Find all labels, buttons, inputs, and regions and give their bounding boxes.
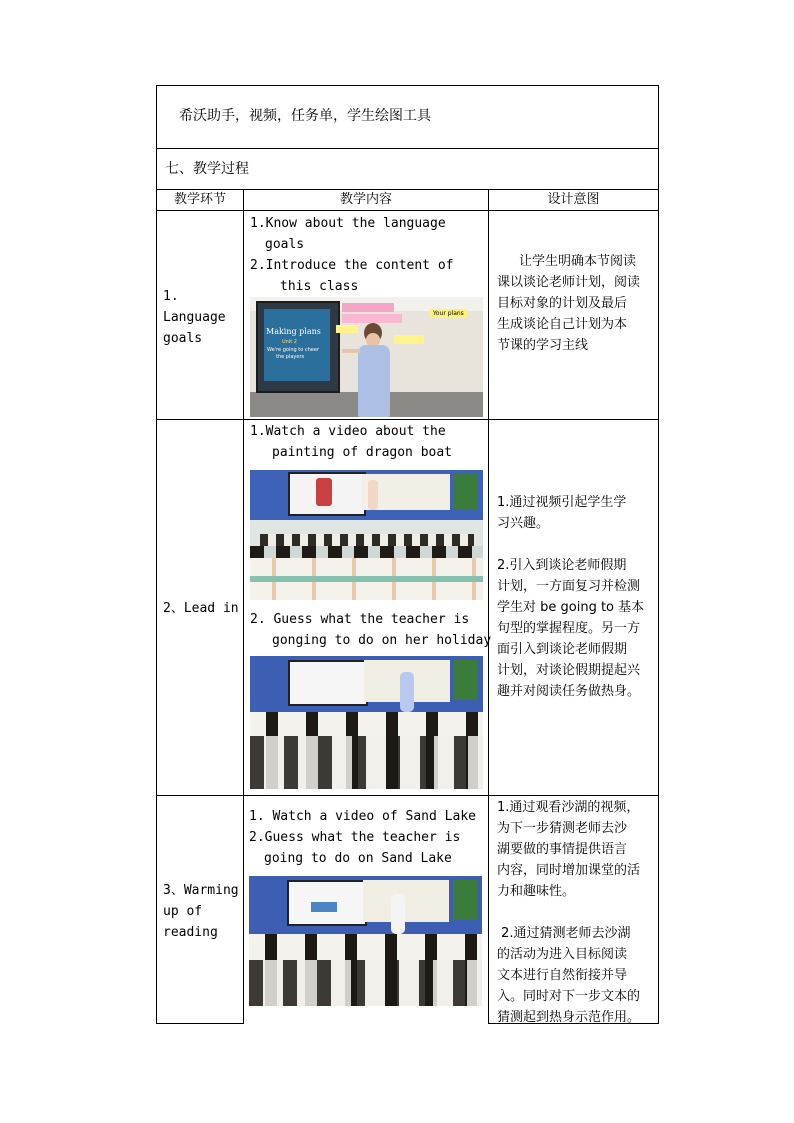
slide-subtitle-2: the players	[276, 354, 305, 360]
row1-intent-line1: 让学生明确本节阅读	[519, 254, 637, 269]
row3-intent-line10: 入。同时对下一步文本的	[497, 989, 641, 1004]
row1-stage-line3: goals	[163, 331, 203, 346]
row2-intent-line9: 计划，对谈论假期提起兴	[497, 663, 641, 678]
row1-intent-cell	[488, 210, 659, 420]
row3-intent	[497, 797, 640, 1028]
row1-intent-line3: 目标对象的计划及最后	[497, 296, 628, 311]
row3-intent-line3: 湖要做的事情提供语言	[497, 842, 628, 857]
row2-intent-line10: 趣并对阅读任务做热身。	[497, 684, 641, 699]
row1-intent-line5: 节课的学习主线	[497, 338, 589, 353]
row1-content-line3: 2.Introduce the content of	[250, 258, 454, 273]
row2-stage-cell	[156, 419, 244, 796]
row2-content-2	[250, 609, 491, 651]
header-stage: 教学环节	[156, 189, 244, 211]
row2-intent-cell	[488, 419, 659, 796]
row2-stage: 2、Lead in	[163, 601, 239, 616]
header-intent: 设计意图	[488, 189, 659, 211]
smart-board	[256, 301, 340, 393]
row1-stage	[163, 286, 226, 349]
row2-intent-line5: 计划，一方面复习并检测	[497, 579, 641, 594]
row3-intent-line5: 力和趣味性。	[497, 884, 576, 899]
row2-intent-line6: 学生对 be going to 基本	[497, 600, 645, 615]
row3-stage	[163, 880, 239, 943]
row3-content-line2: 2.Guess what the teacher is	[249, 830, 461, 845]
row3-content	[249, 806, 476, 869]
classroom-photo-holiday-guess	[250, 656, 483, 789]
row2-intent-line2: 习兴趣。	[497, 516, 550, 531]
row3-intent-line11: 猜测起到热身示范作用。	[497, 1010, 641, 1025]
row3-intent-line1: 1.通过观看沙湖的视频，	[497, 800, 640, 815]
slide-subtitle-1: We're going to cheer	[267, 347, 320, 353]
row3-intent-line6	[497, 902, 640, 923]
materials-box	[156, 85, 659, 149]
row2-intent-line3	[497, 534, 644, 555]
board-tag-your-plans: Your plans	[430, 309, 467, 318]
row1-content-cell	[243, 210, 489, 420]
row1-content	[250, 213, 454, 297]
row1-stage-line1: 1.	[163, 289, 179, 304]
row3-intent-line4: 内容，同时增加课堂的活	[497, 863, 641, 878]
row3-intent-cell	[488, 795, 659, 1024]
row2-intent-line7: 句型的掌握程度。另一方	[497, 621, 641, 636]
classroom-photo-students	[250, 520, 483, 600]
row2-content-line1: 1.Watch a video about the	[250, 424, 446, 439]
header-content: 教学内容	[243, 189, 489, 211]
row1-content-line2: goals	[265, 237, 305, 252]
classroom-photo-sand-lake	[249, 876, 482, 1006]
row2-content-1	[250, 421, 452, 463]
row3-intent-line2: 为下一步猜测老师去沙	[497, 821, 628, 836]
slide-title: Making plans	[266, 327, 321, 336]
row1-stage-cell	[156, 210, 244, 420]
row2-content-line4: gonging to do on her holiday	[272, 633, 492, 648]
row1-content-line1: 1.Know about the language	[250, 216, 446, 231]
row2-intent-line4: 2.引入到谈论老师假期	[497, 558, 627, 573]
teacher-figure	[354, 323, 394, 417]
row2-intent-line1: 1.通过视频引起学生学	[497, 495, 627, 510]
classroom-photo-dragon-boat-video	[250, 470, 483, 520]
row3-content-line1: 1. Watch a video of Sand Lake	[249, 809, 476, 824]
row1-intent-line2: 课以谈论老师计划，阅读	[497, 275, 641, 290]
row3-stage-line3: reading	[163, 925, 218, 940]
row2-content-line3: 2. Guess what the teacher is	[250, 612, 470, 627]
row2-content-line2: painting of dragon boat	[272, 445, 453, 460]
row3-content-cell	[243, 795, 489, 1024]
row3-intent-line8: 的活动为进入目标阅读	[497, 947, 628, 962]
section-title: 七、教学过程	[165, 161, 249, 177]
row3-stage-line1: 3、Warming	[163, 883, 239, 898]
row1-content-line4: this class	[280, 279, 359, 294]
row1-stage-line2: Language	[163, 310, 226, 325]
row2-intent-line8: 面引入到谈论老师假期	[497, 642, 628, 657]
row1-intent	[497, 251, 640, 356]
row3-content-line3: going to do on Sand Lake	[264, 851, 452, 866]
row3-intent-line9: 文本进行自然衔接并导	[497, 968, 628, 983]
slide-unit: Unit 2	[282, 339, 297, 345]
row1-intent-line4: 生成谈论自己计划为本	[497, 317, 628, 332]
row2-content-cell	[243, 419, 492, 796]
row2-intent	[497, 492, 644, 702]
section-title-box	[156, 148, 659, 190]
row3-stage-line2: up of	[163, 904, 203, 919]
materials-text: 希沃助手，视频，任务单，学生绘图工具	[179, 108, 431, 124]
classroom-photo-teacher-board	[250, 297, 483, 417]
row3-stage-cell	[156, 795, 244, 1024]
row3-intent-line7: 2.通过猜测老师去沙湖	[497, 926, 631, 941]
